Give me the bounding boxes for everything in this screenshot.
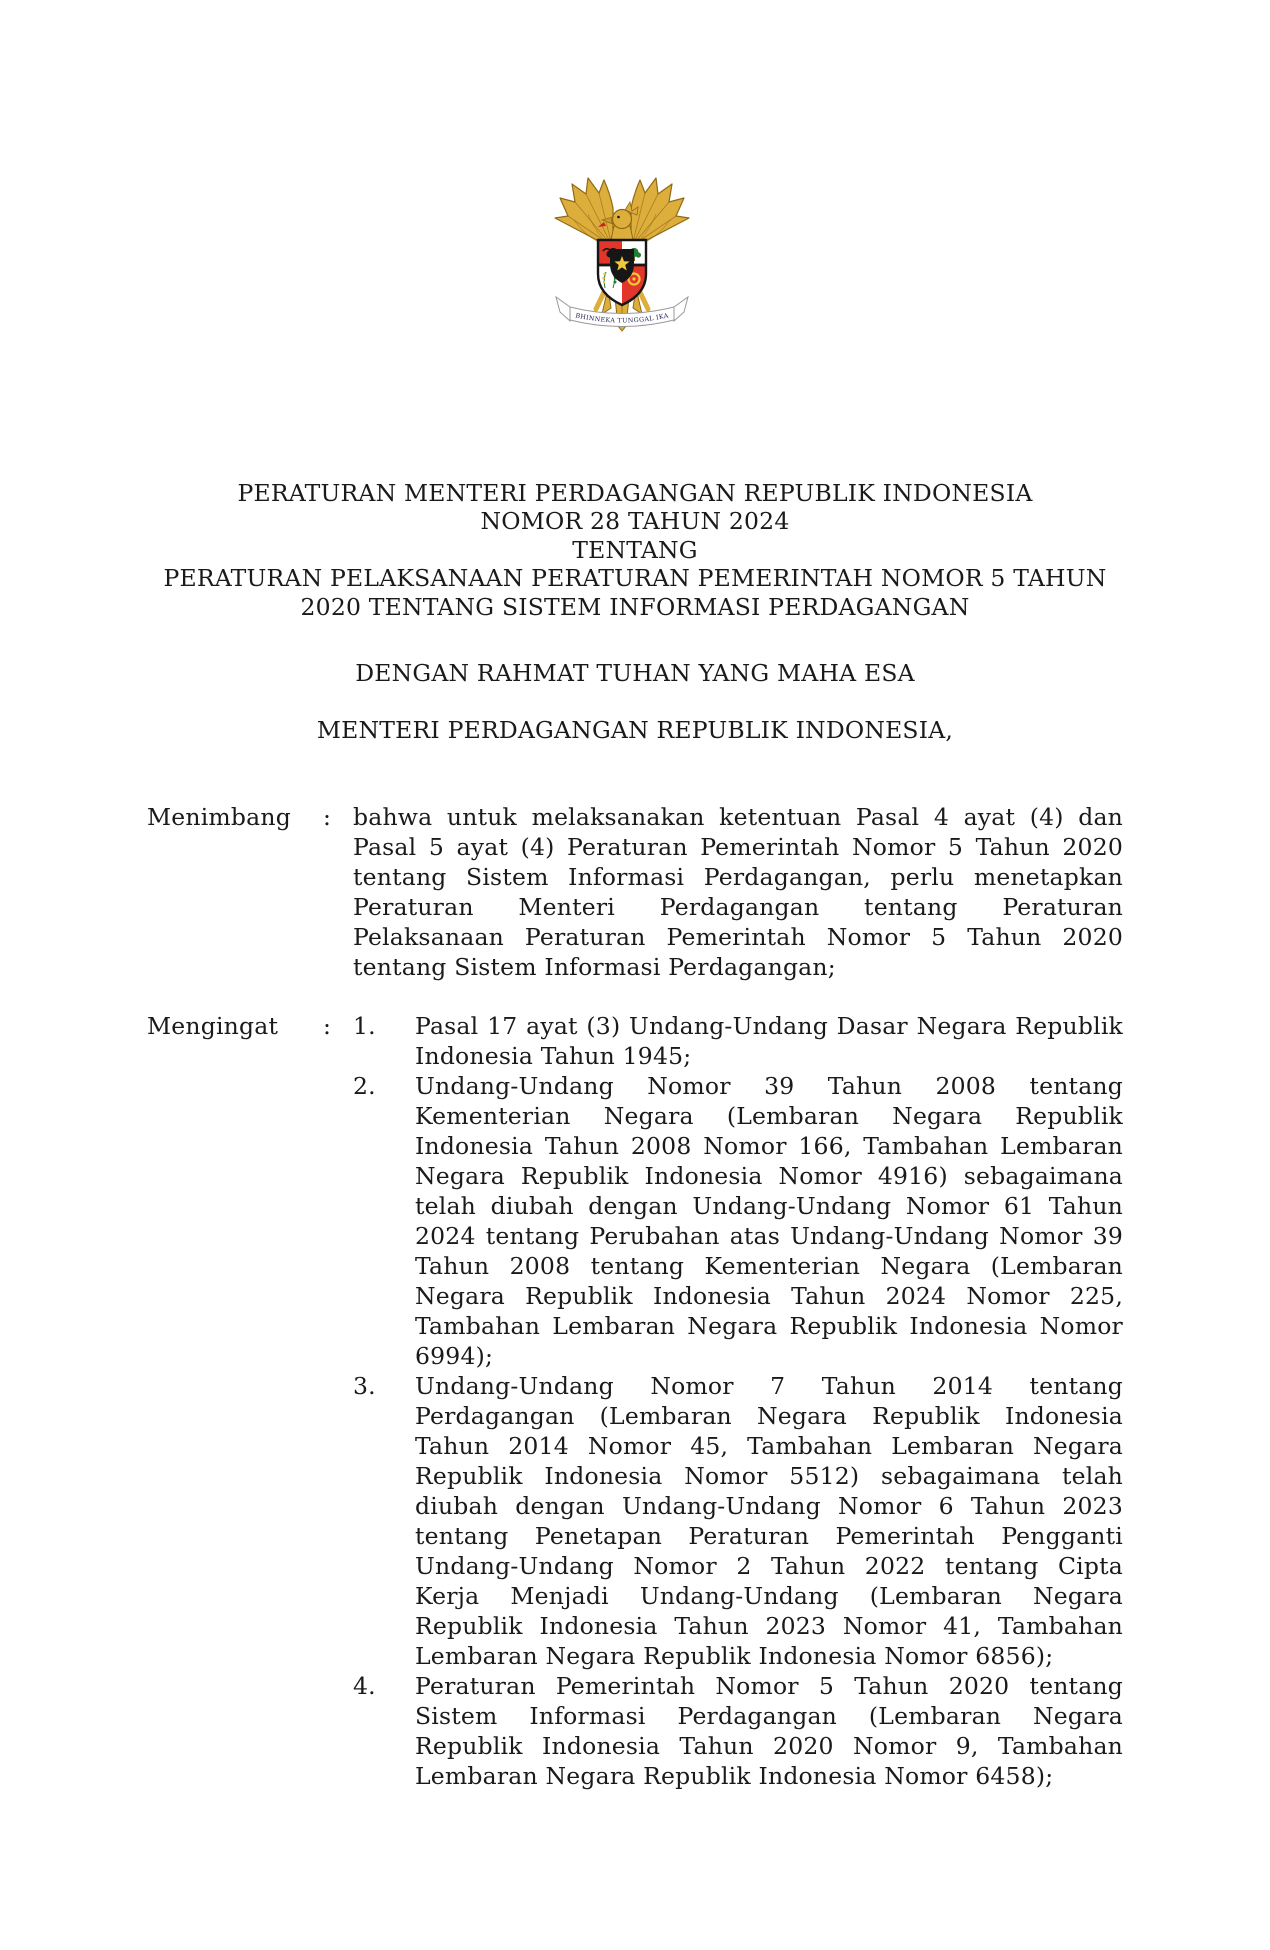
item-text: Peraturan Pemerintah Nomor 5 Tahun 2020 tentang Sistem Informasi Perdagangan (Lembaran Negara Republik Indonesia Tahun 2020 Nomor 9, Tambahan Lembaran Negara Republik Indonesia Nomor 6458); <box>415 1672 1123 1790</box>
legal-basis-item <box>353 1071 1123 1371</box>
mengingat-colon: : <box>323 1012 332 1040</box>
menimbang-colon: : <box>323 803 332 831</box>
item-number: 1. <box>353 1012 376 1040</box>
legal-basis-item <box>353 1011 1123 1071</box>
item-text: Pasal 17 ayat (3) Undang-Undang Dasar Negara Republik Indonesia Tahun 1945; <box>415 1012 1123 1070</box>
legal-basis-item <box>353 1671 1123 1791</box>
issuing-official-line: MENTERI PERDAGANGAN REPUBLIK INDONESIA, <box>316 716 954 744</box>
motto-text: BHINNEKA TUNGGAL IKA <box>574 312 670 325</box>
menimbang-section <box>147 802 1123 982</box>
legal-basis-item <box>353 1371 1123 1671</box>
garuda-pancasila-emblem <box>552 176 692 334</box>
menimbang-label: Menimbang <box>147 803 291 831</box>
item-number: 3. <box>353 1372 376 1400</box>
preamble-section <box>147 802 1123 1791</box>
mengingat-label: Mengingat <box>147 1012 279 1040</box>
document-title: PERATURAN MENTERI PERDAGANGAN REPUBLIK INDONESIA NOMOR 28 TAHUN 2024 TENTANG PERATURAN PELAKSANAAN PERATURAN PEMERINTAH NOMOR 5 TAHUN 2020 TENTANG SISTEM INFORMASI PERDAGANGAN <box>163 479 1107 621</box>
menimbang-text: bahwa untuk melaksanakan ketentuan Pasal 4 ayat (4) dan Pasal 5 ayat (4) Peraturan Pemerintah Nomor 5 Tahun 2020 tentang Sistem Informasi Perdagangan, perlu menetapkan Peraturan Menteri Perdagangan tentang Peraturan Pelaksanaan Peraturan Pemerintah Nomor 5 Tahun 2020 tentang Sistem Informasi Perdagangan; <box>353 803 1123 981</box>
mengingat-list <box>353 1011 1123 1791</box>
item-text: Undang-Undang Nomor 39 Tahun 2008 tentang Kementerian Negara (Lembaran Negara Republik Indonesia Tahun 2008 Nomor 166, Tambahan Lembaran Negara Republik Indonesia Nomor 4916) sebagaimana telah diubah dengan Undang-Undang Nomor 61 Tahun 2024 tentang Perubahan atas Undang-Undang Nomor 39 Tahun 2008 tentang Kementerian Negara (Lembaran Negara Republik Indonesia Tahun 2024 Nomor 225, Tambahan Lembaran Negara Republik Indonesia Nomor 6994); <box>415 1072 1123 1370</box>
item-text: Undang-Undang Nomor 7 Tahun 2014 tentang Perdagangan (Lembaran Negara Republik Indonesia Tahun 2014 Nomor 45, Tambahan Lembaran Negara Republik Indonesia Nomor 5512) sebagaimana telah diubah dengan Undang-Undang Nomor 6 Tahun 2023 tentang Penetapan Peraturan Pemerintah Pengganti Undang-Undang Nomor 2 Tahun 2022 tentang Cipta Kerja Menjadi Undang-Undang (Lembaran Negara Republik Indonesia Tahun 2023 Nomor 41, Tambahan Lembaran Negara Republik Indonesia Nomor 6856); <box>415 1372 1123 1670</box>
item-number: 2. <box>353 1072 376 1100</box>
right-wing-icon <box>631 178 689 248</box>
item-number: 4. <box>353 1672 376 1700</box>
left-wing-icon <box>555 178 613 248</box>
invocation-line: DENGAN RAHMAT TUHAN YANG MAHA ESA <box>355 659 915 687</box>
mengingat-section <box>147 1011 1123 1791</box>
